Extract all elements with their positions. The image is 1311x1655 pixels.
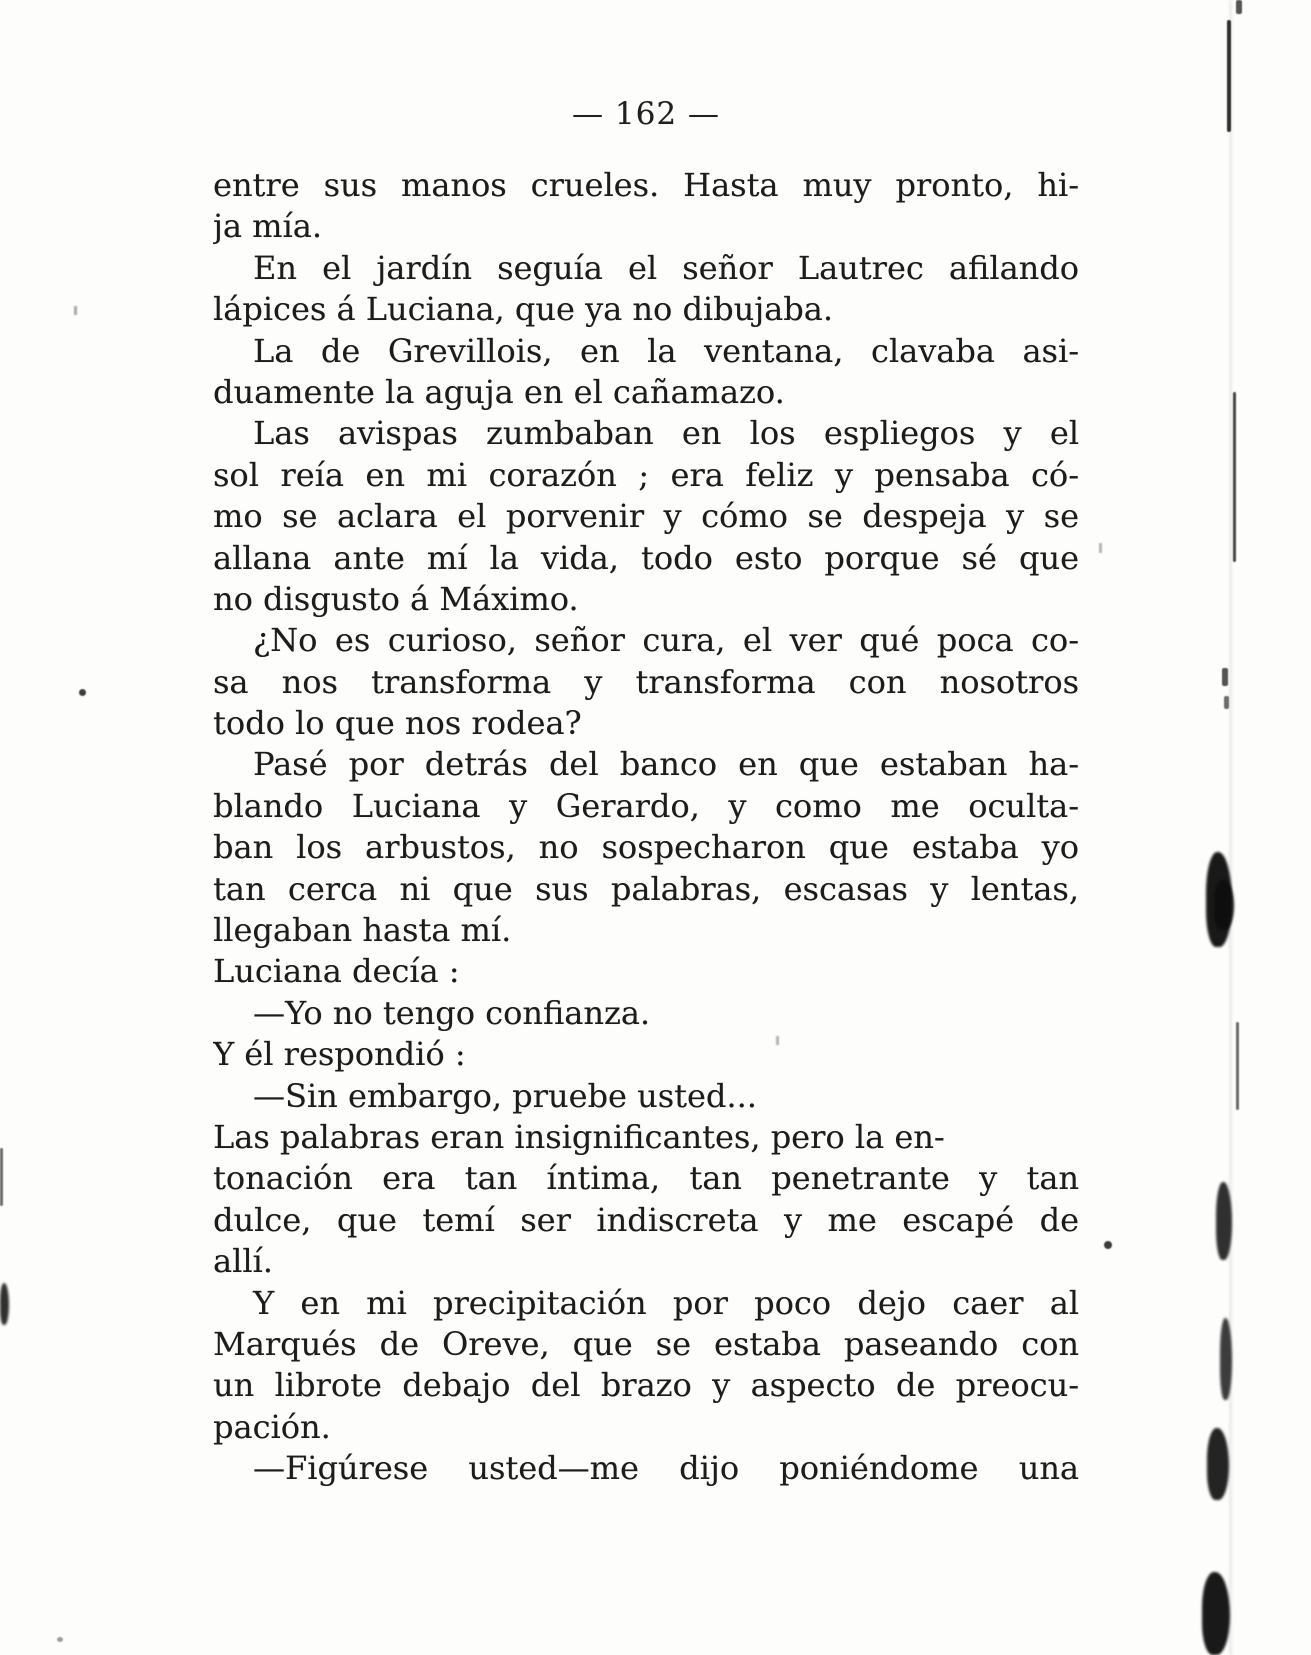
- text-line: un librote debajo del brazo y aspecto de preocu-: [213, 1366, 1079, 1405]
- page-number: — 162 —: [572, 96, 720, 132]
- scan-artifact: [1202, 1572, 1230, 1655]
- text-line: lápices á Luciana, que ya no dibujaba.: [213, 290, 833, 329]
- text-line: Las palabras eran insignificantes, pero la en-: [213, 1117, 945, 1156]
- text-line: tan cerca ni que sus palabras, escasas y lentas,: [213, 869, 1079, 908]
- text-line: sol reía en mi corazón ; era feliz y pensaba có-: [213, 455, 1079, 494]
- text-line: allana ante mí la vida, todo esto porque sé que: [213, 538, 1079, 577]
- text-line: sa nos transforma y transforma con nosotros: [213, 662, 1079, 701]
- scan-artifact: [1207, 1428, 1229, 1500]
- text-line: Y en mi precipitación por poco dejo caer al: [253, 1283, 1079, 1322]
- scan-artifact: [74, 306, 77, 315]
- scan-artifact: [0, 1148, 3, 1206]
- text-line: —Yo no tengo confianza.: [253, 993, 651, 1032]
- scan-artifact: [1236, 1022, 1239, 1110]
- text-line: entre sus manos crueles. Hasta muy pronto, hi-: [213, 166, 1079, 204]
- scan-artifact: [1222, 668, 1228, 686]
- scan-artifact: [1104, 1241, 1112, 1249]
- page-text: [213, 165, 1079, 1490]
- scan-artifact: [0, 1283, 9, 1325]
- scan-artifact: [57, 1637, 63, 1642]
- text-line: Pasé por detrás del banco en que estaban ha-: [253, 745, 1079, 784]
- text-line: ja mía.: [213, 207, 322, 246]
- text-line: allí.: [213, 1242, 273, 1281]
- text-line: Las avispas zumbaban en los espliegos y el: [253, 414, 1079, 453]
- text-line: pación.: [213, 1407, 331, 1446]
- text-line: —Sin embargo, pruebe usted...: [253, 1076, 757, 1115]
- text-line: La de Grevillois, en la ventana, clavaba asi-: [253, 331, 1079, 370]
- scan-artifact: [1214, 880, 1234, 930]
- scan-artifact: [79, 689, 86, 696]
- text-line: ban los arbustos, no sospecharon que estaba yo: [213, 828, 1079, 867]
- text-line: mo se aclara el porvenir y cómo se despeja y se: [213, 497, 1079, 536]
- text-line: Luciana decía :: [213, 952, 460, 991]
- text-line: —Figúrese usted—me dijo poniéndome una: [253, 1449, 1079, 1488]
- scan-artifact: [1099, 543, 1102, 553]
- scan-artifact: [1233, 392, 1236, 562]
- scan-artifact: [776, 1036, 779, 1045]
- scan-artifact: [1229, 0, 1232, 1655]
- text-line: blando Luciana y Gerardo, y como me oculta-: [213, 786, 1079, 825]
- text-line: ¿No es curioso, señor cura, el ver qué poca co-: [253, 621, 1079, 660]
- scan-artifact: [1224, 696, 1229, 709]
- text-line: dulce, que temí ser indiscreta y me escapé de: [213, 1200, 1079, 1239]
- text-line: Y él respondió :: [213, 1035, 466, 1074]
- scan-artifact: [1236, 0, 1242, 14]
- scan-artifact: [1216, 1182, 1232, 1260]
- text-line: no disgusto á Máximo.: [213, 579, 579, 618]
- scan-artifact: [1227, 20, 1231, 132]
- text-line: tonación era tan íntima, tan penetrante y tan: [213, 1159, 1079, 1198]
- scan-artifact: [1220, 1318, 1232, 1400]
- text-line: En el jardín seguía el señor Lautrec afilando: [253, 248, 1079, 287]
- text-line: duamente la aguja en el cañamazo.: [213, 372, 785, 411]
- text-line: todo lo que nos rodea?: [213, 704, 582, 743]
- text-line: Marqués de Oreve, que se estaba paseando con: [213, 1324, 1079, 1363]
- text-line: llegaban hasta mí.: [213, 911, 512, 950]
